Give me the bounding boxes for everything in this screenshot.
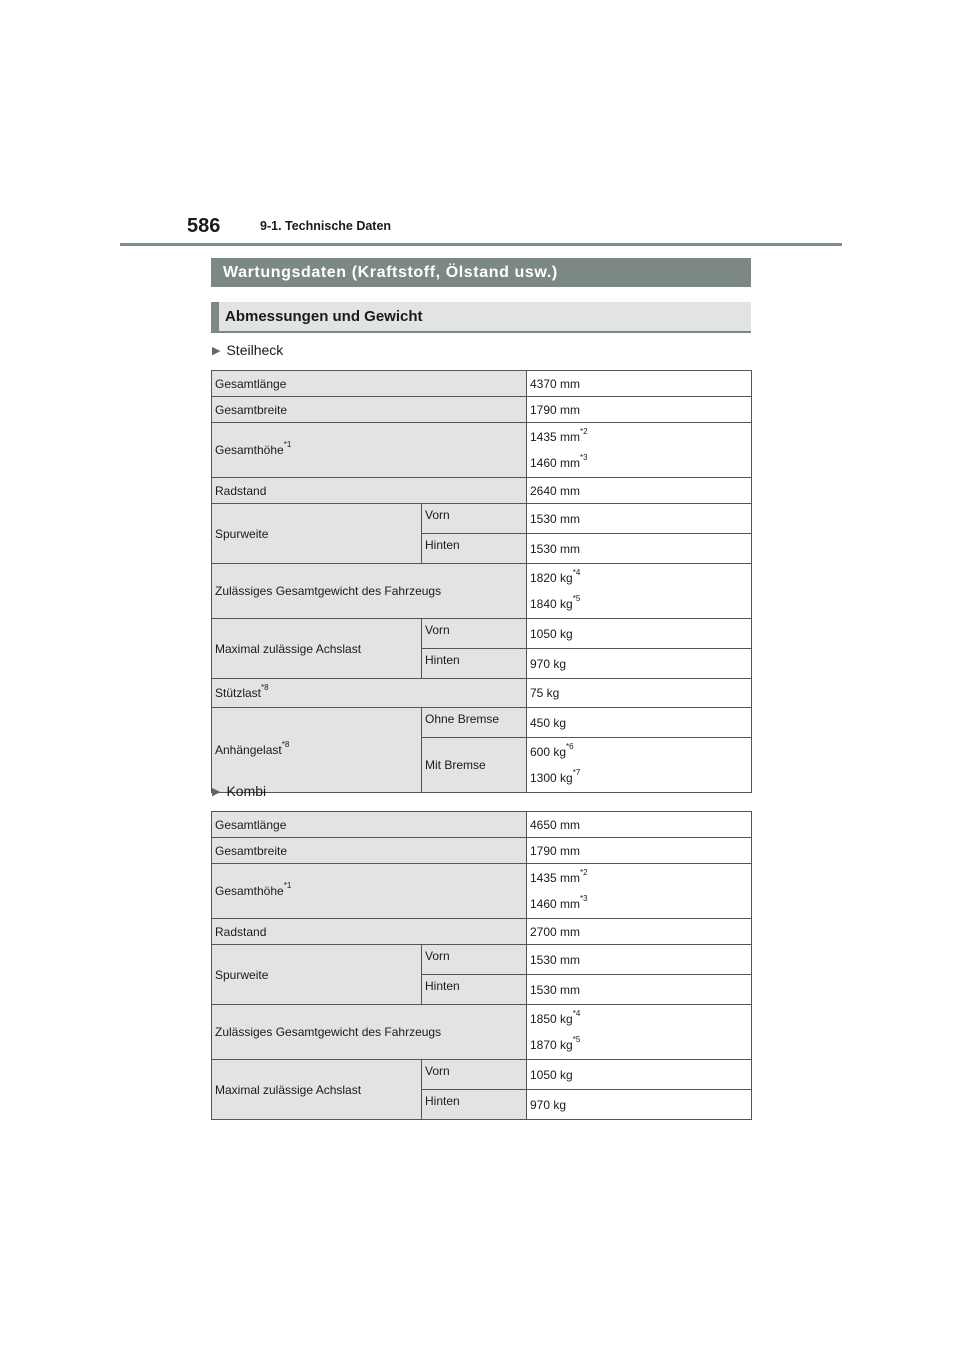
table-row [212,423,752,478]
row-value: 1790 mm [527,397,752,423]
row-value: 1050 kg [527,619,752,649]
row-label: Maximal zulässige Achslast [212,619,422,679]
table-row [212,478,752,504]
row-label: Stützlast$^{*8}$ [212,679,527,708]
table-row [212,812,752,838]
row-value: 600 $kg^{*6}$ 1300 $kg^{*7}$ [527,738,752,793]
triangle-bullet-icon: ▶ [212,345,221,357]
row-value: 1820 $kg^{*4}$ 1840 $kg^{*5}$ [527,564,752,619]
row-sublabel: Mit Bremse [422,738,527,793]
table-row [212,1060,752,1090]
row-value: 1530 mm [527,534,752,564]
row-sublabel: Hinten [422,975,527,1005]
table-row [212,679,752,708]
subsection-banner: Abmessungen und Gewicht [211,302,751,331]
table-row [212,397,752,423]
variant-label: Steilheck [226,342,284,358]
row-value: 75 kg [527,679,752,708]
row-value: 970 kg [527,649,752,679]
row-value: 1850 $kg^{*4}$ 1870 $kg^{*5}$ [527,1005,752,1060]
row-sublabel: Vorn [422,945,527,975]
row-value: 450 kg [527,708,752,738]
row-label: Spurweite [212,945,422,1005]
row-label: Spurweite [212,504,422,564]
row-value: 1435 $mm^{*2}$ 1460 $mm^{*3}$ [527,423,752,478]
header-rule [120,243,842,246]
table-row [212,864,752,919]
row-value: 1530 mm [527,945,752,975]
variant-heading-kombi [212,783,266,799]
table-row [212,504,752,534]
row-label: Gesamtlänge [212,812,527,838]
table-row [212,838,752,864]
row-value: 4650 mm [527,812,752,838]
row-value: 1790 mm [527,838,752,864]
variant-heading-steilheck [212,342,283,358]
table-row [212,945,752,975]
row-value: 970 kg [527,1090,752,1120]
subsection-rule [211,331,751,333]
row-value: 2640 mm [527,478,752,504]
row-sublabel: Ohne Bremse [422,708,527,738]
section-banner: Wartungsdaten (Kraftstoff, Ölstand usw.) [211,258,751,287]
row-label: Zulässiges Gesamtgewicht des Fahrzeugs [212,564,527,619]
chapter-title: 9-1. Technische Daten [260,219,392,233]
row-sublabel: Vorn [422,504,527,534]
table-row [212,1005,752,1060]
row-sublabel: Hinten [422,534,527,564]
variant-label: Kombi [226,783,267,799]
table-row [212,919,752,945]
row-label: Gesamtlänge [212,371,527,397]
row-value: 4370 mm [527,371,752,397]
row-label: Radstand [212,919,527,945]
row-value: 1435 $mm^{*2}$ 1460 $mm^{*3}$ [527,864,752,919]
row-value: 1530 mm [527,504,752,534]
row-label: Gesamthöhe$^{*1}$ [212,423,527,478]
table-row [212,619,752,649]
table-row [212,564,752,619]
row-label: Zulässiges Gesamtgewicht des Fahrzeugs [212,1005,527,1060]
row-label: Gesamtbreite [212,397,527,423]
row-value: 1050 kg [527,1060,752,1090]
row-label: Maximal zulässige Achslast [212,1060,422,1120]
row-label: Radstand [212,478,527,504]
table-row [212,708,752,738]
row-sublabel: Hinten [422,1090,527,1120]
triangle-bullet-icon: ▶ [212,786,221,798]
row-value: 2700 mm [527,919,752,945]
page-number: 586 [187,215,221,237]
table-row [212,371,752,397]
spec-table-kombi [211,811,752,1120]
row-value: 1530 mm [527,975,752,1005]
row-label: Gesamtbreite [212,838,527,864]
row-sublabel: Hinten [422,649,527,679]
row-sublabel: Vorn [422,1060,527,1090]
row-label: Anhängelast$^{*8}$ [212,708,422,793]
spec-table-steilheck [211,370,752,793]
row-sublabel: Vorn [422,619,527,649]
row-label: Gesamthöhe$^{*1}$ [212,864,527,919]
